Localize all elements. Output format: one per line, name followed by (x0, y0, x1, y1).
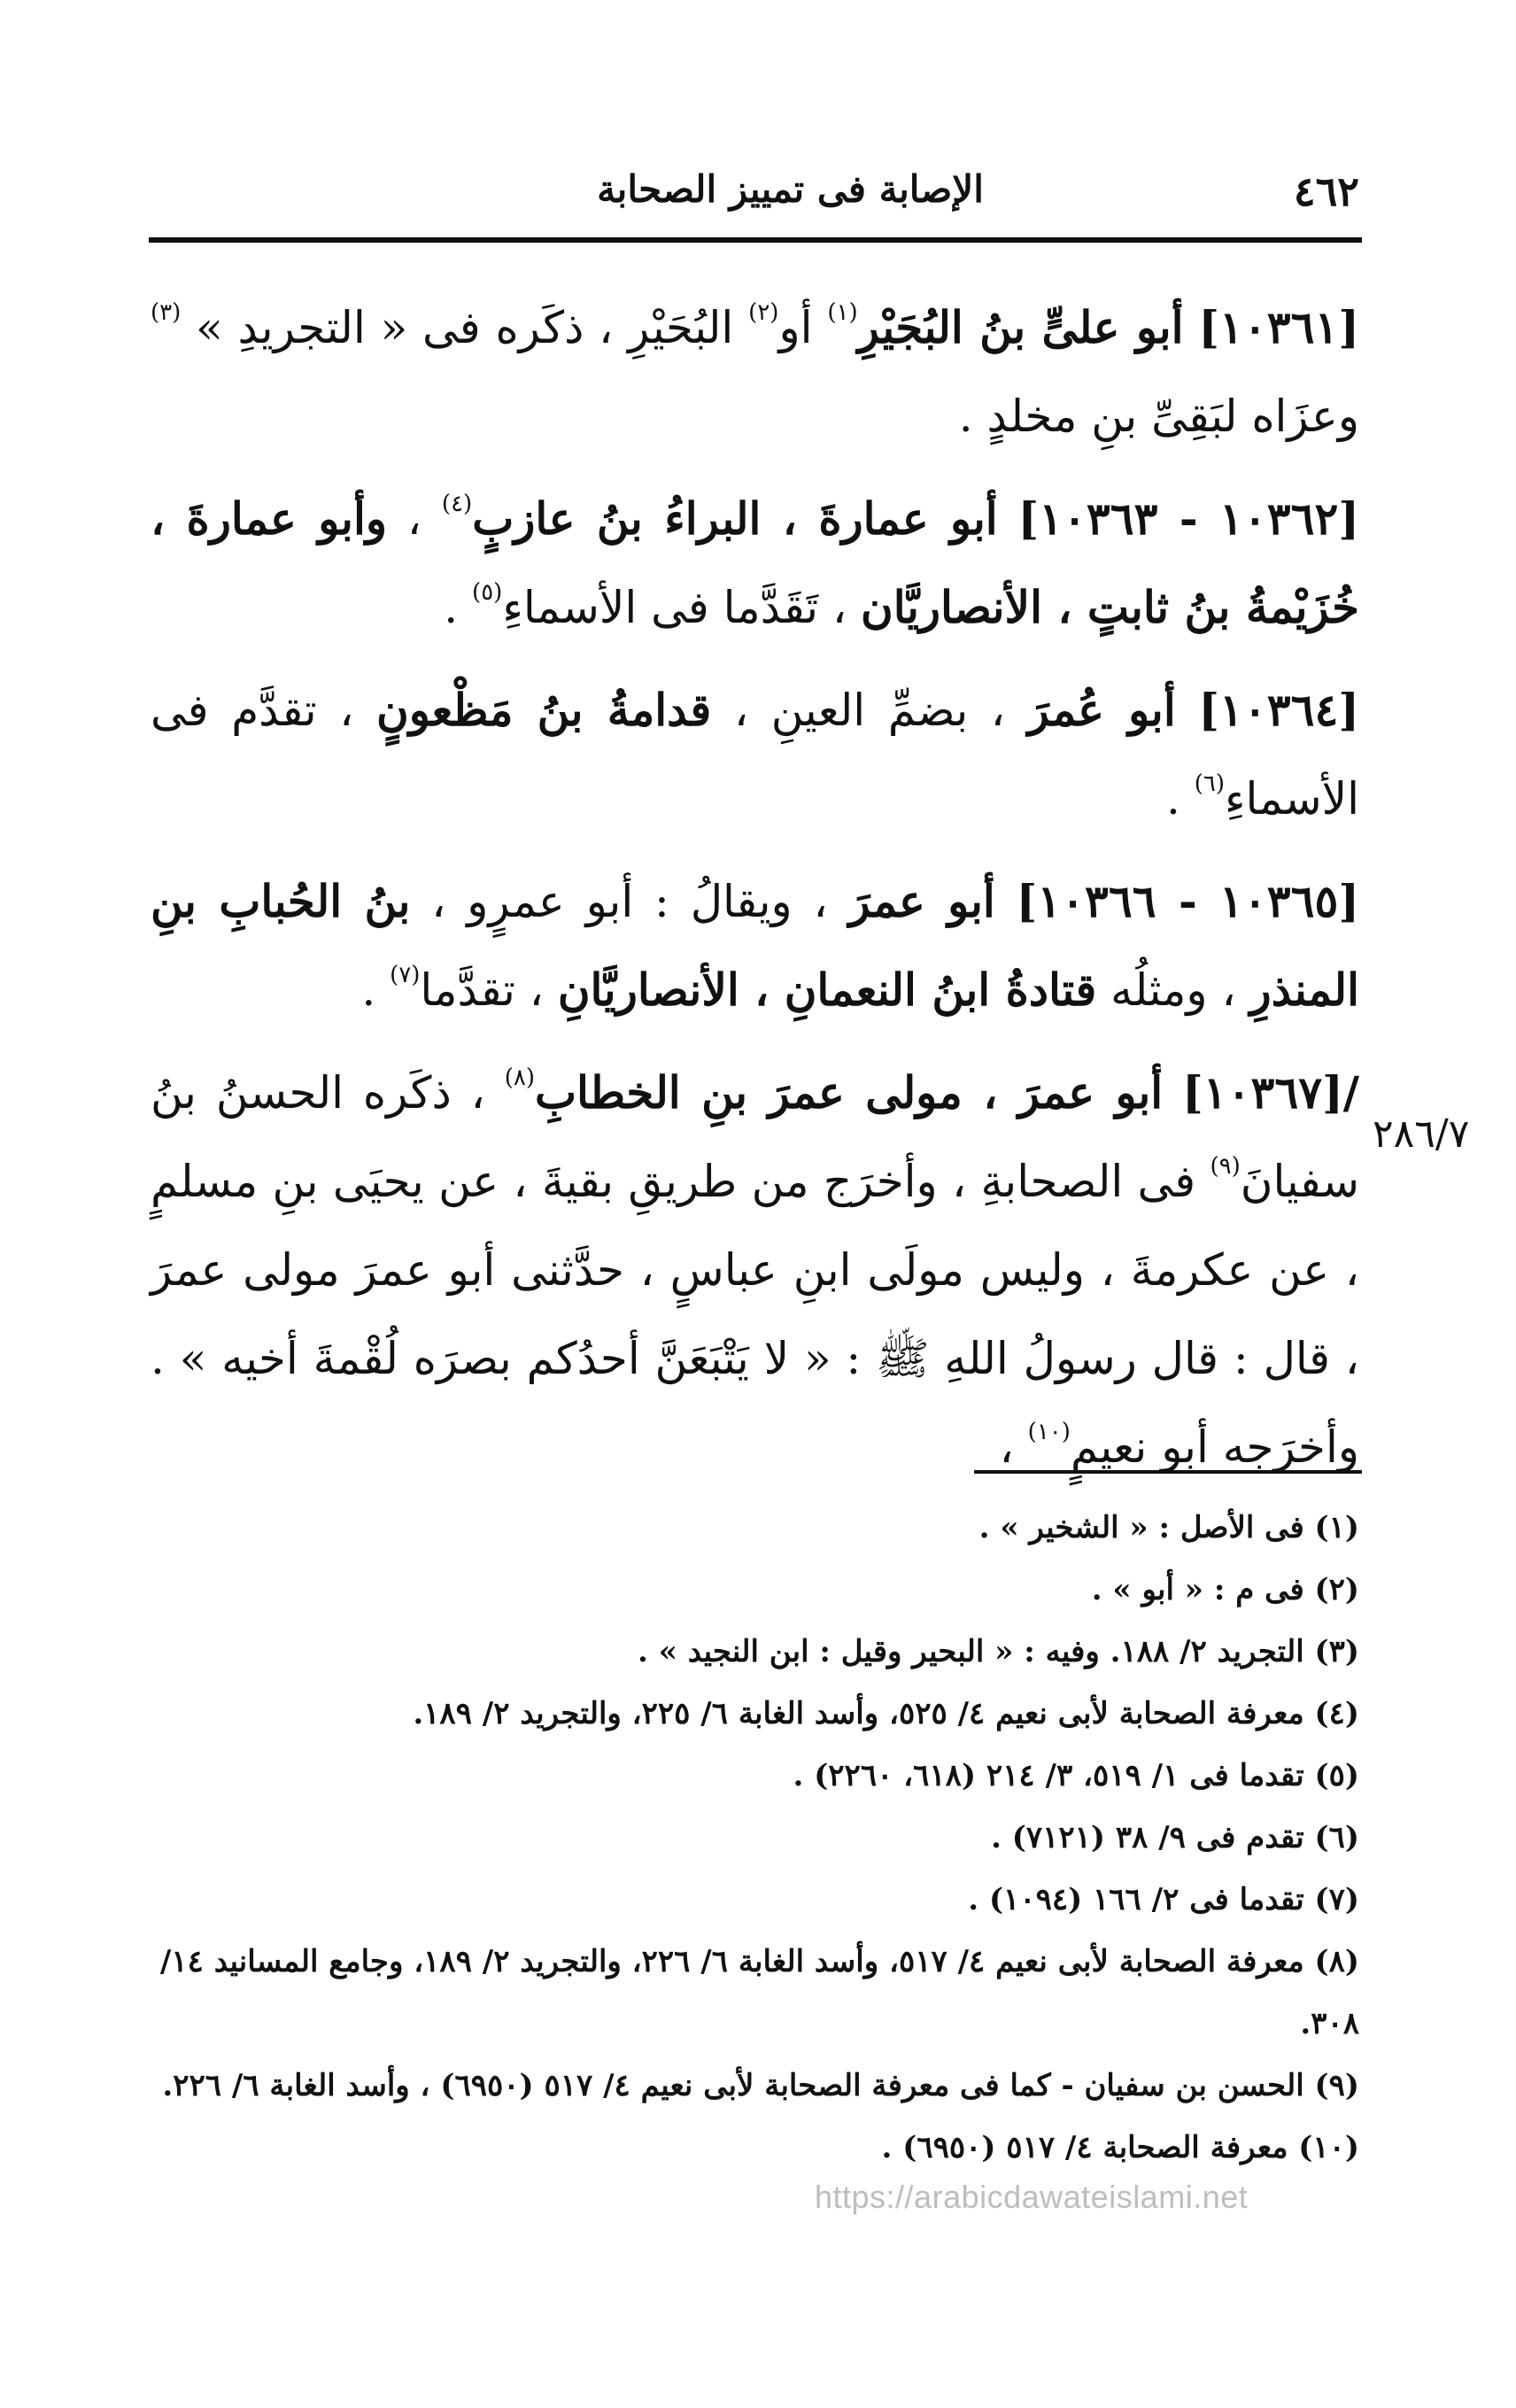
footnote-4: (٤) معرفة الصحابة لأبى نعيم ٤/ ٥٢٥، وأسد الغابة ٦/ ٢٢٥، والتجريد ٢/ ١٨٩. (413, 1696, 1359, 1731)
entry-10367 (151, 1049, 1359, 1491)
entry-10361 (151, 283, 1359, 461)
entry-text: وعزَاه لبَقِىِّ بنِ مخلدٍ . (958, 391, 1359, 442)
footnote-8: (٨) معرفة الصحابة لأبى نعيم ٤/ ٥١٧، وأسد الغابة ٦/ ٢٢٦، والتجريد ٢/ ١٨٩، وجامع المسانيد ١٤/ ٣٠٨. (159, 1944, 1359, 2041)
entry-name: أبو عمارةَ ، البراءُ بنُ عازبٍ (472, 492, 998, 545)
entry-name: قدامةُ بنُ مَظْعونٍ (375, 684, 712, 736)
entry-name: وأبو عمارةَ ، خُزَيْمةُ بنُ ثابتٍ ، الأنصاريَّان (151, 492, 1359, 633)
entry-name: أبو عمرَ ، مولى عمرَ بنِ الخطابِ (534, 1066, 1164, 1119)
entry-text: . (361, 964, 391, 1016)
footnote-ref: (٩) (1210, 1153, 1241, 1180)
entry-text: ، (387, 493, 442, 545)
footnote-ref: (٢) (748, 299, 779, 326)
footnote-ref: (٣) (151, 299, 182, 326)
entry-text: ، (999, 1421, 1028, 1473)
footnote-ref: (١) (827, 299, 858, 326)
entry-number: [١٠٣٦٥ - ١٠٣٦٦] (1016, 875, 1359, 927)
footnote-10: (١٠) معرفة الصحابة ٤/ ٥١٧ (٦٩٥٠) . (881, 2130, 1359, 2165)
footnote-2: (٢) فى م : « أبو » . (1091, 1572, 1359, 1607)
footnote-ref: (٥) (472, 579, 503, 606)
entry-text: البُحَيْرِ ، ذكَره فى « التجريدِ » (181, 302, 749, 353)
footnote-ref: (٤) (441, 491, 473, 517)
entry-text: ، تقدَّم فى الأسماءِ (151, 685, 1359, 825)
footnote-3: (٣) التجريد ٢/ ١٨٨. وفيه : « البحير وقيل : ابن النجيد » . (638, 1634, 1359, 1669)
entry-text: ، ويقالُ : أبو عمرٍو ، (410, 876, 849, 927)
footnotes (151, 1497, 1359, 2179)
entry-10365-10366 (151, 857, 1359, 1034)
watermark-url: https://arabicdawateislami.net (815, 2179, 1249, 2215)
footnote-ref: (٧) (390, 962, 421, 988)
main-text (151, 283, 1359, 1506)
entry-text: . (1165, 773, 1195, 825)
footnote-ref: (٨) (504, 1065, 535, 1091)
entry-text: ، بضمِّ العينِ ، (711, 685, 1028, 736)
footnote-6: (٦) تقدم فى ٩/ ٣٨ (٧١٢١) . (991, 1820, 1359, 1855)
entry-number: [١٠٣٦٢ - ١٠٣٦٣] (1017, 492, 1359, 545)
page-header (151, 164, 1359, 226)
entry-text: ، تقدَّما (420, 964, 558, 1016)
margin-reference: ٢٨٦/٧ (1373, 1111, 1470, 1157)
entry-10364 (151, 666, 1359, 843)
entry-name: أبو عمرَ (848, 875, 995, 927)
footnote-rule (974, 1470, 1362, 1474)
footnote-9: (٩) الحسن بن سفيان - كما فى معرفة الصحابة لأبى نعيم ٤/ ٥١٧ (٦٩٥٠) ، وأسد الغابة ٦/ ٢٢٦. (162, 2068, 1359, 2103)
entry-text: ، ومثلُه (1096, 964, 1250, 1016)
book-title: الإصابة فى تمييز الصحابة (597, 167, 984, 211)
entry-number: [١٠٣٦١] (1198, 301, 1359, 353)
entry-text: . (444, 582, 473, 633)
entry-text: فى الصحابةِ ، وأخرَج من طريقِ بقيةَ ، عن يحيَى بنِ مسلمٍ ، عن عكرمةَ ، وليس مولَى ابنِ عباسٍ ، حدَّثنى أبو عمرَ مولى عمرَ ، قال : قال رسولُ اللهِ ﷺ : « لا يَتْبَعَنَّ أحدُكم بصرَه لُقْمةَ أخيه » . وأخرَجه أبو نعيمٍ (151, 1156, 1359, 1473)
entry-name: أبو علىٍّ بنُ البُجَيْرِ (857, 301, 1184, 353)
footnote-ref: (١٠) (1027, 1419, 1071, 1445)
entry-number: /[١٠٣٦٧] (1182, 1066, 1359, 1119)
footnote-5: (٥) تقدما فى ١/ ٥١٩، ٣/ ٢١٤ (٦١٨، ٢٢٦٠) . (793, 1758, 1359, 1793)
entry-text: ، تَقَدَّما فى الأسماءِ (502, 582, 862, 633)
footnote-1: (١) فى الأصل : « الشخير » . (978, 1510, 1359, 1545)
entry-name: قتادةُ ابنُ النعمانِ ، الأنصاريَّانِ (557, 964, 1097, 1016)
entry-10362-10363 (151, 475, 1359, 652)
page-number: ٤٦٢ (1293, 167, 1359, 215)
footnote-ref: (٦) (1194, 770, 1226, 797)
header-rule (149, 237, 1362, 243)
entry-number: [١٠٣٦٤] (1198, 684, 1359, 736)
entry-text: أو (778, 302, 828, 353)
entry-name: أبو عُمرَ (1027, 684, 1176, 736)
footnote-7: (٧) تقدما فى ٢/ ١٦٦ (١٠٩٤) . (968, 1882, 1359, 1917)
entry-text: ، ذكَره الحسنُ بنُ سفيانَ (151, 1067, 1359, 1207)
entry-name: بنُ الحُبابِ بنِ المنذرِ (151, 875, 1359, 1016)
